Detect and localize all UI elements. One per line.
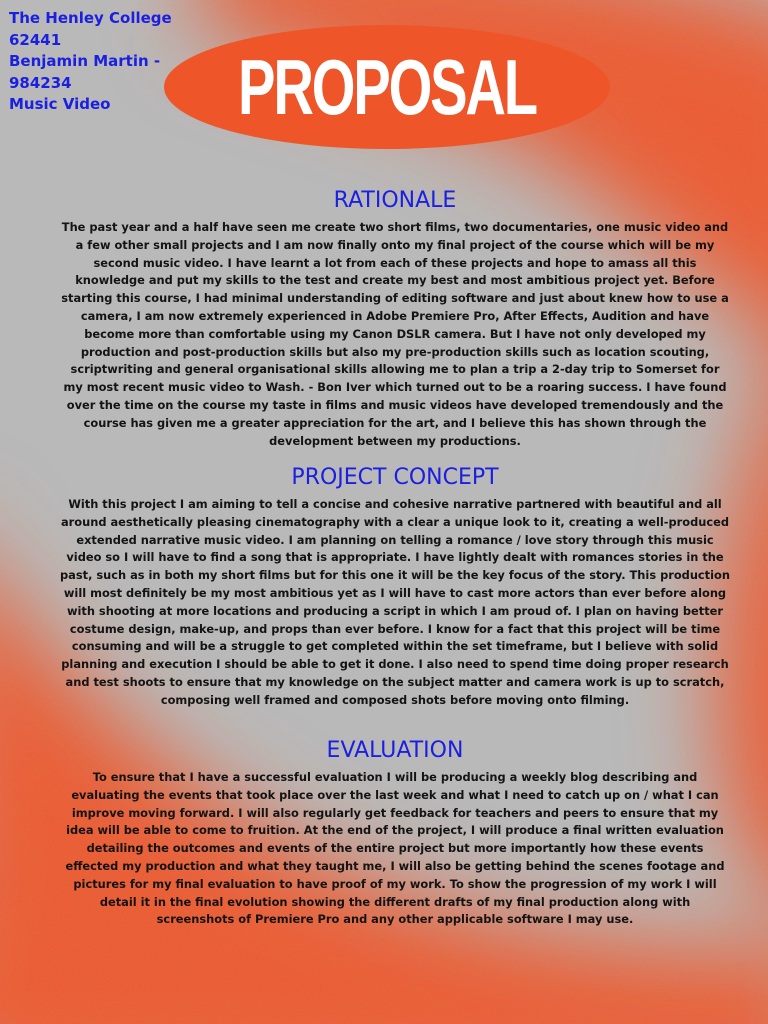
college-code: 62441 <box>9 30 62 49</box>
section-rationale <box>60 188 730 450</box>
section-project-concept <box>60 465 730 710</box>
student-name: Benjamin Martin - <box>9 52 161 70</box>
college-name: The Henley College <box>9 9 172 27</box>
section-evaluation <box>60 738 730 929</box>
project-type: Music Video <box>9 95 111 113</box>
section-heading: RATIONALE <box>333 188 457 213</box>
section-body: To ensure that I have a successful evaluation I will be producing a weekly blog describing and evaluating the events that took place over the last week and what I need to catch up on / what I can improve moving forward. I will also regularly get feedback for teachers and peers to ensure that my idea will be able to come to fruition. At the end of the project, I will produce a final written evaluation detailing the outcomes and events of the entire project but more importantly how these events effected my production and what they taught me, I will also be getting behind the scenes footage and pictures for my final evaluation to have proof of my work. To show the progression of my work I will detail it in the final evolution showing the different drafts of my final production along with screenshots of Premiere Pro and any other applicable software I may use. <box>65 770 725 927</box>
section-heading: PROJECT CONCEPT <box>291 465 499 490</box>
page-title: PROPOSAL <box>238 42 536 131</box>
section-body: The past year and a half have seen me create two short films, two documentaries, one music video and a few other small projects and I am now finally onto my final project of the course which will be my second music video. I have learnt a lot from each of these projects and hope to amass all this knowledge and put my skills to the test and create my best and most ambitious project yet. Before starting this course, I had minimal understanding of editing software and just about knew how to use a camera, I am now extremely experienced in Adobe Premiere Pro, After Effects, Audition and have become more than comfortable using my Canon DSLR camera. But I have not only developed my production and post-production skills but also my pre-production skills such as location scouting, scriptwriting and general organisational skills allowing me to plan a trip a 2-day trip to Somerset for my most recent music video to Wash. - Bon Iver which turned out to be a roaring success. I have found over the time on the course my taste in films and music videos have developed tremendously and the course has given me a greater appreciation for the art, and I believe this has shown through the development between my productions. <box>61 220 729 448</box>
student-number: 984234 <box>9 73 72 92</box>
header-info <box>9 8 172 116</box>
section-body: With this project I am aiming to tell a concise and cohesive narrative partnered with beautiful and all around aesthetically pleasing cinematography with a clear a unique look to it, creating a well-produced extended narrative music video. I am planning on telling a romance / love story through this music video so I will have to find a song that is appropriate. I have lightly dealt with romances stories in the past, such as in both my short films but for this one it will be the key focus of the story. This production will most definitely be my most ambitious yet as I will have to cast more actors than ever before along with shooting at more locations and producing a script in which I am proud of. I plan on having better costume design, make-up, and props than ever before. I know for a fact that this project will be time consuming and will be a struggle to get completed within the set timeframe, but I believe with solid planning and execution I should be able to get it done. I also need to spend time doing proper research and test shoots to ensure that my knowledge on the subject matter and camera work is up to scratch, composing well framed and composed shots before moving onto filming. <box>60 497 730 707</box>
section-heading: EVALUATION <box>326 738 464 763</box>
